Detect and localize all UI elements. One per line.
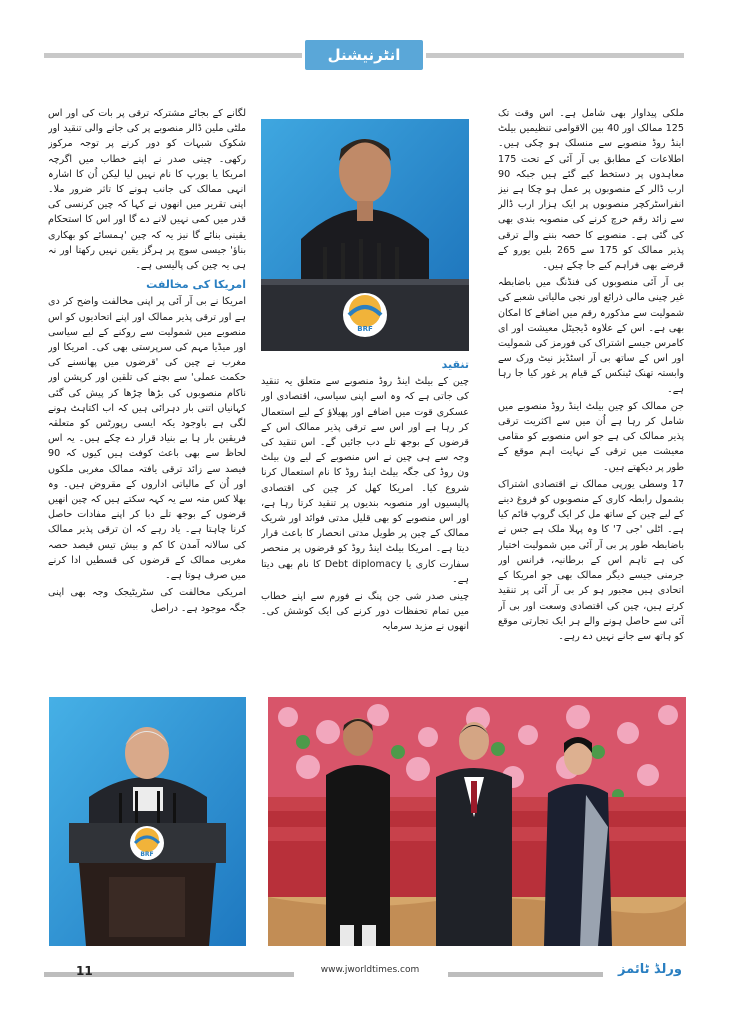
website-link[interactable]: www.jworldtimes.com [320, 965, 420, 975]
paragraph: لگانے کے بجائے مشترکہ ترقی پر بات کی اور اس ملٹی ملین ڈالر منصوبے پر کی جانے والی تنقید اور شکوک شبہات کو دور کرنے پر توجہ مرکوز رکھی۔ چینی صدر نے اپنے خطاب میں اگرچہ امریکا یا یورپ کا نام نہیں لیا لیکن اُن کا اشارہ انہی ممالک کی جانب ہونے کا تاثر ضرور ملا۔ اپنی تقریر میں انھوں نے کہا کہ چین کرنسی کی قدر میں کمی نہیں لانے دے گا اور اس کا استحکام یقینی بنائے گا نیز یہ کہ چین 'ہمسائے کو بھکاری بناؤ' جیسی سوچ پر ہرگز یقین نہیں رکھتا اور نہ ہی یہ چین کی پالیسی ہے۔ [48, 108, 246, 272]
paragraph: 17 وسطی یورپی ممالک نے اقتصادی اشتراک بشمول رابطہ کاری کے منصوبوں کو فروغ دینے کے لیے چین کے ساتھ مل کر ایک گروپ قائم کیا ہے۔ اٹلی 'جی 7' کا وہ پہلا ملک ہے جس نے باضابطہ طور پر بی آر آئی میں شمولیت اختیار کی ہے تاہم اس کے برطانیہ، فرانس اور جرمنی جیسے دیگر ممالک بھی جو امریکا کے اتحادی ہیں مجبور ہو کر بی آر آئی پر تنقید کرتے ہیں، چین کی اقتصادی وسعت اور بی آر آئی سے حاصل ہونے والے ہر ایک تجارتی موقع کو ہاتھ سے جانے نہیں دے رہے۔ [498, 478, 684, 642]
section-heading-us-opposition: امریکا کی مخالفت [146, 278, 246, 292]
speaker-illustration [261, 119, 469, 351]
paragraph: چین کے بیلٹ اینڈ روڈ منصوبے سے متعلق یہ تنقید کی جاتی ہے کہ وہ اسے اپنی سیاسی، اقتصادی اور عسکری قوت میں اضافے اور پھیلاؤ کے لیے استعمال کر رہا ہے اور اس سے ترقی پذیر ممالک اس کے قرضوں کے بوجھ تلے دب جائیں گے۔ اس تنقید کی وجہ سے ہی چین نے اس منصوبے کے لیے ون بیلٹ ون روڈ کی جگہ بیلٹ اینڈ روڈ کا نام استعمال کرنا شروع کیا۔ امریکا کھل کر چین کی اقتصادی پالیسیوں اور منصوبہ بندیوں پر تنقید کرتا رہا ہے، اور اس منصوبے کو بھی قلیل مدتی فوائد اور شریک ممالک کے چین پر طویل مدتی انحصار کا باعث قرار دیتا ہے۔ امریکا بیلٹ اینڈ روڈ کو قرضوں پر منحصر سفارت کاری یا Debt diplomacy کا نام بھی دیتا ہے۔ [261, 376, 469, 585]
page-number: 11 [76, 964, 93, 978]
speaker-photo-bottom [49, 697, 246, 946]
header-rule-left [44, 53, 302, 58]
paragraph: ملکی پیداوار بھی شامل ہے۔ اس وقت تک 125 ممالک اور 40 بین الاقوامی تنظیمیں بیلٹ اینڈ روڈ منصوبے سے منسلک ہو چکی ہیں۔ اطلاعات کے مطابق بی آر آئی کے تحت 175 معاہدوں پر دستخط کیے گئے ہیں جبکہ 90 ارب ڈالر کے منصوبوں پر عمل ہو چکا ہے نیز انفراسٹرکچر منصوبوں پر ایک ہزار ارب ڈالر سے زائد رقم خرچ کرنے کی منصوبہ بندی بھی کی گئی ہے۔ منصوبے کا حصہ بننے والے ترقی پذیر ممالک کو 175 سے 265 بلین یورو کے قرضے بھی فراہم کیے جا چکے ہیں۔ [498, 108, 684, 272]
paragraph: امریکی مخالفت کی سٹریٹیجک وجہ بھی اپنی جگہ موجود ہے۔ دراصل [48, 587, 246, 614]
paragraph: بی آر آئی منصوبوں کی فنڈنگ میں باضابطہ غیر چینی مالی ذرائع اور نجی مالیاتی شعبے کی شمولیت سے مذکورہ رقم میں اضافے کا امکان بھی ہے۔ اس کے علاوہ ڈیجیٹل معیشت اور ای کامرس جیسے اشتراک کی فورمز کی شمولیت اور اس کے ساتھ بی آر اسٹڈیز نیٹ ورک سے وابستہ تھنک ٹینکس کے قیام پر غور کیا جا رہا ہے۔ [498, 277, 684, 395]
brand-logo: ورلڈ ٹائمز [618, 962, 682, 977]
podium-logo-text-2: BRF [140, 851, 154, 858]
footer-rule-right [448, 972, 603, 977]
article-column-right [498, 106, 684, 690]
speaker-photo-top [261, 119, 469, 351]
paragraph: امریکا نے بی آر آئی پر اپنی مخالفت واضح کر دی ہے اور ترقی پذیر ممالک اور اپنے اتحادیوں کو اس منصوبے میں شمولیت سے روکنے کے لیے سیاسی اور میڈیا مہم کی سرپرستی بھی کی۔ امریکا اور مغرب نے چین کی 'قرضوں میں پھانسنے کی حکمت عملی' سے بچنے کی تلقین اور کرپشن اور ناکام منصوبوں کی بڑھا چڑھا کر پیش کی گئی کہانیاں اتنی بار دہرائی ہیں کہ اب اکتاہٹ ہونے لگی ہے باوجود یکہ ایسی رپورٹس کو متعلقہ فریقین بار ہا بے بنیاد قرار دے چکے ہیں۔ یہ اس لحاظ سے بھی باعث کوفت ہیں کیوں کہ 90 فیصد سے زائد ترقی یافتہ ممالک مغربی ملکوں اور اُن کے مالیاتی اداروں کے مقروض ہیں۔ وہ بھلا کس منہ سے یہ کہہ سکتے ہیں کہ چین انھیں قرضوں کے بوجھ تلے دبا کر اپنے مفادات حاصل کرنا چاہتا ہے۔ یاد رہے کہ ان ترقی پذیر ممالک کی سالانہ آمدن کا کم و بیش تیس فیصد حصہ مغربی ممالک کے قرضوں کی قسطیں ادا کرنے میں صرف ہوتا ہے۔ [48, 296, 246, 582]
group-photo [268, 697, 686, 946]
podium-logo-text: BRF [357, 325, 373, 333]
article-column-left [48, 106, 246, 690]
group-illustration [268, 697, 686, 946]
section-heading-criticism: تنقید [441, 358, 469, 371]
paragraph: چینی صدر شی جن پنگ نے فورم سے اپنے خطاب میں تمام تحفظات دور کرنے کی ایک کوشش کی۔ انھوں نے مزید سرمایہ [261, 591, 469, 633]
section-title: انٹرنیشنل [305, 40, 423, 70]
header-rule-right [426, 53, 684, 58]
speaker-illustration-2 [49, 697, 246, 946]
paragraph: جن ممالک کو چین بیلٹ اینڈ روڈ منصوبے میں شامل کر رہا ہے اُن میں سے اکثریت ترقی پذیر ممالک کی ہے جو اس منصوبے کو مقامی معیشت میں ترقی کے نہایت اہم موقع کے طور پر دیکھتے ہیں۔ [498, 400, 684, 473]
article-column-middle [261, 353, 469, 691]
